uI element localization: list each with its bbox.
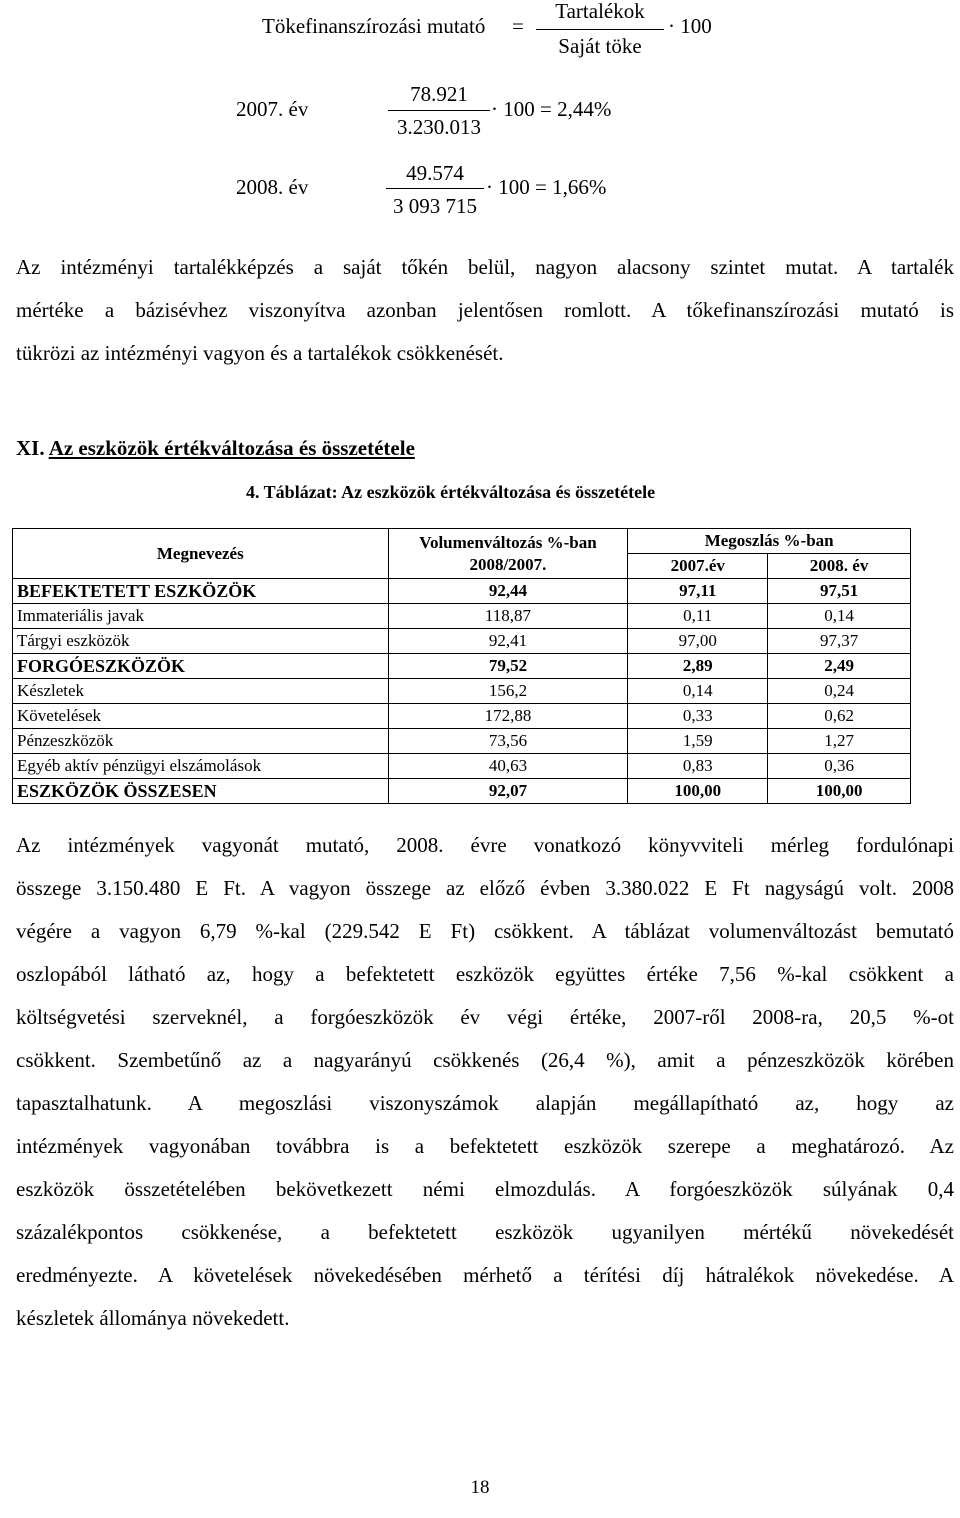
section-title: Az eszközök értékváltozása és összetétele <box>48 436 415 460</box>
year-2008-denominator: 3 093 715 <box>393 194 477 218</box>
text-line: eredményezte. A követelések növekedésében mérhető a térítési díj hátralékok növekedése. A <box>16 1263 954 1287</box>
row-name: ESZKÖZÖK ÖSSZESEN <box>13 779 389 804</box>
row-volume: 79,52 <box>388 654 628 679</box>
formula-denominator: Saját töke <box>558 34 642 58</box>
header-2008: 2008. év <box>768 554 911 579</box>
table-row <box>13 679 911 704</box>
year-2008-result: · 100 = 1,66% <box>486 175 607 199</box>
header-name: Megnevezés <box>13 529 389 579</box>
assets-table <box>12 528 911 804</box>
row-name: FORGÓESZKÖZÖK <box>13 654 389 679</box>
table-row <box>13 654 911 679</box>
row-name: Tárgyi eszközök <box>13 629 389 654</box>
row-2008: 0,14 <box>768 604 911 629</box>
row-name: Pénzeszközök <box>13 729 389 754</box>
body-paragraph <box>16 830 954 1346</box>
row-2007: 0,83 <box>628 754 768 779</box>
formula-multiplier: · 100 <box>668 14 712 38</box>
row-2008: 0,24 <box>768 679 911 704</box>
year-2008-numerator: 49.574 <box>406 161 464 185</box>
row-volume: 118,87 <box>388 604 628 629</box>
formula-numerator: Tartalékok <box>555 0 645 23</box>
row-name: Immateriális javak <box>13 604 389 629</box>
header-2007: 2007.év <box>628 554 768 579</box>
header-distribution: Megoszlás %-ban <box>628 529 911 554</box>
formula-label: Tökefinanszírozási mutató <box>262 14 486 38</box>
row-2007: 100,00 <box>628 779 768 804</box>
row-2008: 100,00 <box>768 779 911 804</box>
year-2008-label: 2008. év <box>236 175 309 199</box>
row-2007: 0,14 <box>628 679 768 704</box>
row-2008: 97,51 <box>768 579 911 604</box>
fraction-bar <box>388 110 490 111</box>
row-volume: 92,07 <box>388 779 628 804</box>
intro-paragraph <box>16 252 954 381</box>
header-volume: Volumenváltozás %-ban 2008/2007. <box>388 529 628 579</box>
row-2008: 2,49 <box>768 654 911 679</box>
row-volume: 156,2 <box>388 679 628 704</box>
row-name: Követelések <box>13 704 389 729</box>
table-row <box>13 579 911 604</box>
text-line: Az intézményi tartalékképzés a saját tőkén belül, nagyon alacsony szintet mutat. A tartalék <box>16 255 954 279</box>
text-line: oszlopából látható az, hogy a befektetett eszközök együttes értéke 7,56 %-kal csökkent a <box>16 962 954 986</box>
text-line: százalékpontos csökkenése, a befektetett eszközök ugyanilyen mértékű növekedését <box>16 1220 954 1244</box>
section-number: XI. <box>16 436 45 460</box>
text-line: költségvetési szerveknél, a forgóeszközök év végi értéke, 2007-ről 2008-ra, 20,5 %-ot <box>16 1005 954 1029</box>
row-2007: 1,59 <box>628 729 768 754</box>
formula-equals: = <box>512 14 524 38</box>
year-2007-result: · 100 = 2,44% <box>491 97 612 121</box>
table-row <box>13 704 911 729</box>
row-2007: 2,89 <box>628 654 768 679</box>
row-volume: 92,41 <box>388 629 628 654</box>
text-line: tükrözi az intézményi vagyon és a tartalékok csökkenését. <box>16 341 504 365</box>
text-line: végére a vagyon 6,79 %-kal (229.542 E Ft) csökkent. A táblázat volumenváltozást bemutató <box>16 919 954 943</box>
row-2008: 0,36 <box>768 754 911 779</box>
text-line: Az intézmények vagyonát mutató, 2008. évre vonatkozó könyvviteli mérleg fordulónapi <box>16 833 954 857</box>
row-name: Egyéb aktív pénzügyi elszámolások <box>13 754 389 779</box>
fraction-bar <box>536 29 664 30</box>
table-row <box>13 779 911 804</box>
row-2008: 97,37 <box>768 629 911 654</box>
fraction-bar <box>386 188 484 189</box>
text-line: összege 3.150.480 E Ft. A vagyon összege az előző évben 3.380.022 E Ft nagyságú volt. 2008 <box>16 876 954 900</box>
row-2007: 0,33 <box>628 704 768 729</box>
year-2007-numerator: 78.921 <box>410 82 468 106</box>
row-name: BEFEKTETETT ESZKÖZÖK <box>13 579 389 604</box>
table-caption: 4. Táblázat: Az eszközök értékváltozása és összetétele <box>246 482 656 502</box>
table-row <box>13 754 911 779</box>
section-heading <box>16 436 415 461</box>
table-row <box>13 604 911 629</box>
text-line: eszközök összetételében bekövetkezett némi elmozdulás. A forgóeszközök súlyának 0,4 <box>16 1177 954 1201</box>
text-line: intézmények vagyonában továbbra is a befektetett eszközök szerepe a meghatározó. Az <box>16 1134 954 1158</box>
text-line: tapasztalhatunk. A megoszlási viszonyszámok alapján megállapítható az, hogy az <box>16 1091 954 1115</box>
row-2007: 97,00 <box>628 629 768 654</box>
year-2007-denominator: 3.230.013 <box>397 115 481 139</box>
row-2008: 1,27 <box>768 729 911 754</box>
row-2007: 97,11 <box>628 579 768 604</box>
row-2007: 0,11 <box>628 604 768 629</box>
row-name: Készletek <box>13 679 389 704</box>
table-row <box>13 629 911 654</box>
year-2007-label: 2007. év <box>236 97 309 121</box>
text-line: készletek állománya növekedett. <box>16 1306 290 1330</box>
row-volume: 40,63 <box>388 754 628 779</box>
row-2008: 0,62 <box>768 704 911 729</box>
row-volume: 172,88 <box>388 704 628 729</box>
table-row <box>13 729 911 754</box>
row-volume: 73,56 <box>388 729 628 754</box>
page-number: 18 <box>470 1477 490 1498</box>
row-volume: 92,44 <box>388 579 628 604</box>
text-line: csökkent. Szembetűnő az a nagyarányú csökkenés (26,4 %), amit a pénzeszközök körében <box>16 1048 954 1072</box>
text-line: mértéke a bázisévhez viszonyítva azonban jelentősen romlott. A tőkefinanszírozási mutató is <box>16 298 954 322</box>
